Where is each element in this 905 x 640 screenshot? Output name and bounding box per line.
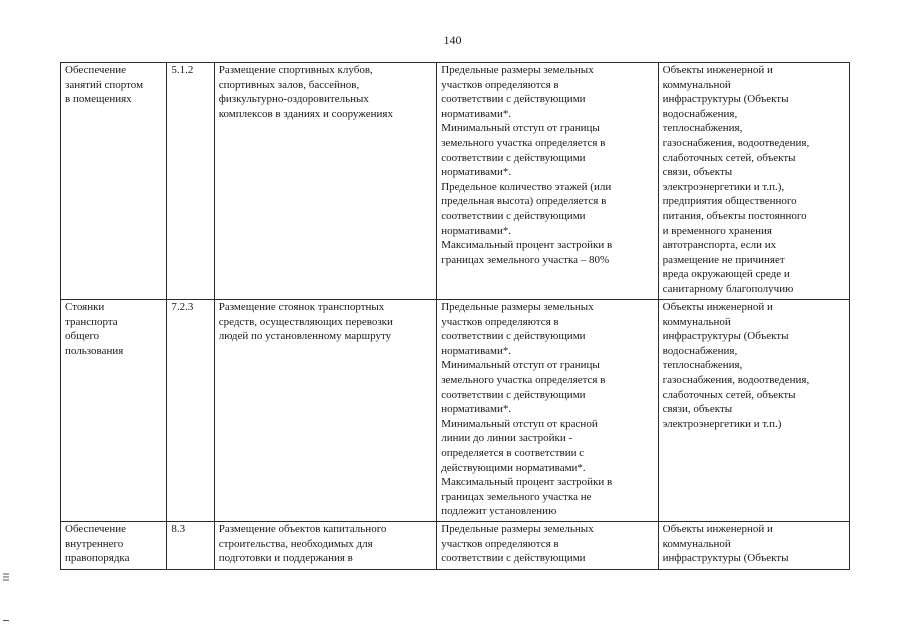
use-description-cell xyxy=(214,522,437,570)
use-name-line: занятий спортом xyxy=(65,78,144,91)
use-name-line: транспорта xyxy=(65,315,118,328)
use-name-line: внутреннего xyxy=(65,537,124,550)
auxiliary-line: слаботочных сетей, объекты xyxy=(662,388,796,401)
use-name-line: общего xyxy=(65,330,100,343)
parameters-line: земельного участка определяется в xyxy=(441,136,606,149)
parameters-line: Минимальный отступ от границы xyxy=(441,122,600,135)
parameters-line: границах земельного участка не xyxy=(441,490,592,503)
parameters-line: нормативами*. xyxy=(441,224,512,237)
use-code: 8.3 xyxy=(171,523,186,535)
auxiliary-line: теплоснабжения, xyxy=(662,122,743,135)
auxiliary-line: газоснабжения, водоотведения, xyxy=(662,136,810,149)
auxiliary-line: газоснабжения, водоотведения, xyxy=(662,373,810,386)
parameters-line: соответствии с действующими xyxy=(441,552,586,565)
scan-dash-icon xyxy=(3,572,9,584)
use-description-cell xyxy=(214,300,437,522)
parameters-line: Предельные размеры земельных xyxy=(441,64,594,76)
parameters-line: земельного участка определяется в xyxy=(441,373,606,386)
auxiliary-line: и временного хранения xyxy=(662,224,772,237)
auxiliary-uses-cell xyxy=(658,522,849,570)
description-line: подготовки и поддержания в xyxy=(218,552,353,565)
parameters-line: участков определяются в xyxy=(441,537,559,550)
description-line: комплексов в зданиях и сооружениях xyxy=(218,107,393,120)
auxiliary-line: вреда окружающей среде и xyxy=(662,268,790,281)
auxiliary-line: размещение не причиняет xyxy=(662,253,785,266)
auxiliary-line: теплоснабжения, xyxy=(662,359,743,372)
use-name-line: Обеспечение xyxy=(65,64,126,76)
parameters-line: нормативами*. xyxy=(441,344,512,357)
use-name-line: в помещениях xyxy=(65,93,132,106)
auxiliary-line: коммунальной xyxy=(662,315,731,328)
parameters-line: Предельные размеры земельных xyxy=(441,523,594,535)
parameters-line: нормативами*. xyxy=(441,107,512,120)
description-line: Размещение спортивных клубов, xyxy=(218,64,373,76)
auxiliary-line: санитарному благополучию xyxy=(662,282,794,295)
use-name-line: правопорядка xyxy=(65,552,130,565)
description-line: строительства, необходимых для xyxy=(218,537,373,550)
description-line: Размещение стоянок транспортных xyxy=(218,301,385,313)
auxiliary-line: водоснабжения, xyxy=(662,344,738,357)
table-row xyxy=(61,300,850,522)
auxiliary-line: Объекты инженерной и xyxy=(662,301,773,313)
parameters-line: Минимальный отступ от красной xyxy=(441,417,598,430)
parameters-cell xyxy=(437,63,658,300)
zoning-table xyxy=(60,62,850,570)
auxiliary-line: связи, объекты xyxy=(662,403,733,416)
parameters-line: линии до линии застройки - xyxy=(441,432,573,445)
parameters-line: соответствии с действующими xyxy=(441,151,586,164)
parameters-line: действующими нормативами*. xyxy=(441,461,586,474)
auxiliary-uses-cell xyxy=(658,63,849,300)
auxiliary-line: автотранспорта, если их xyxy=(662,239,777,252)
auxiliary-line: электроэнергетики и т.п.), xyxy=(662,180,785,193)
use-name-cell xyxy=(61,300,167,522)
description-line: людей по установленному маршруту xyxy=(218,330,392,343)
parameters-line: нормативами*. xyxy=(441,166,512,179)
use-name-cell xyxy=(61,63,167,300)
auxiliary-line: Объекты инженерной и xyxy=(662,64,773,76)
use-name-cell xyxy=(61,522,167,570)
description-line: средств, осуществляющих перевозки xyxy=(218,315,393,328)
parameters-line: предельная высота) определяется в xyxy=(441,195,607,208)
parameters-cell xyxy=(437,522,658,570)
parameters-line: границах земельного участка – 80% xyxy=(441,253,610,266)
parameters-line: Предельное количество этажей (или xyxy=(441,180,612,193)
use-code: 7.2.3 xyxy=(171,301,194,313)
use-description-cell xyxy=(214,63,437,300)
parameters-line: Предельные размеры земельных xyxy=(441,301,594,313)
parameters-line: соответствии с действующими xyxy=(441,388,586,401)
parameters-line: соответствии с действующими xyxy=(441,93,586,106)
auxiliary-line: коммунальной xyxy=(662,537,731,550)
parameters-line: соответствии с действующими xyxy=(441,330,586,343)
auxiliary-line: водоснабжения, xyxy=(662,107,738,120)
scan-margin-mark xyxy=(3,572,8,584)
auxiliary-line: связи, объекты xyxy=(662,166,733,179)
parameters-line: определяется в соответствии с xyxy=(441,446,585,459)
use-code-cell xyxy=(167,300,214,522)
parameters-line: соответствии с действующими xyxy=(441,209,586,222)
parameters-line: нормативами*. xyxy=(441,403,512,416)
auxiliary-line: электроэнергетики и т.п.) xyxy=(662,417,782,430)
auxiliary-line: слаботочных сетей, объекты xyxy=(662,151,796,164)
scan-margin-tick xyxy=(3,620,9,621)
parameters-line: подлежит установлению xyxy=(441,505,557,518)
use-code: 5.1.2 xyxy=(171,64,194,76)
parameters-line: участков определяются в xyxy=(441,78,559,91)
page-number: 140 xyxy=(443,33,462,47)
use-name-line: пользования xyxy=(65,344,124,357)
parameters-line: участков определяются в xyxy=(441,315,559,328)
use-code-cell xyxy=(167,63,214,300)
auxiliary-line: Объекты инженерной и xyxy=(662,523,773,535)
auxiliary-line: инфраструктуры (Объекты xyxy=(662,93,789,106)
auxiliary-line: питания, объекты постоянного xyxy=(662,209,807,222)
description-line: Размещение объектов капитального xyxy=(218,523,387,535)
parameters-line: Максимальный процент застройки в xyxy=(441,476,613,489)
use-name-line: Стоянки xyxy=(65,301,105,313)
auxiliary-line: предприятия общественного xyxy=(662,195,797,208)
auxiliary-line: коммунальной xyxy=(662,78,731,91)
parameters-cell xyxy=(437,300,658,522)
table-row xyxy=(61,522,850,570)
description-line: спортивных залов, бассейнов, xyxy=(218,78,360,91)
use-code-cell xyxy=(167,522,214,570)
auxiliary-line: инфраструктуры (Объекты xyxy=(662,552,789,565)
auxiliary-uses-cell xyxy=(658,300,849,522)
table-row xyxy=(61,63,850,300)
use-name-line: Обеспечение xyxy=(65,523,126,535)
parameters-line: Максимальный процент застройки в xyxy=(441,239,613,252)
auxiliary-line: инфраструктуры (Объекты xyxy=(662,330,789,343)
parameters-line: Минимальный отступ от границы xyxy=(441,359,600,372)
description-line: физкультурно-оздоровительных xyxy=(218,93,369,106)
